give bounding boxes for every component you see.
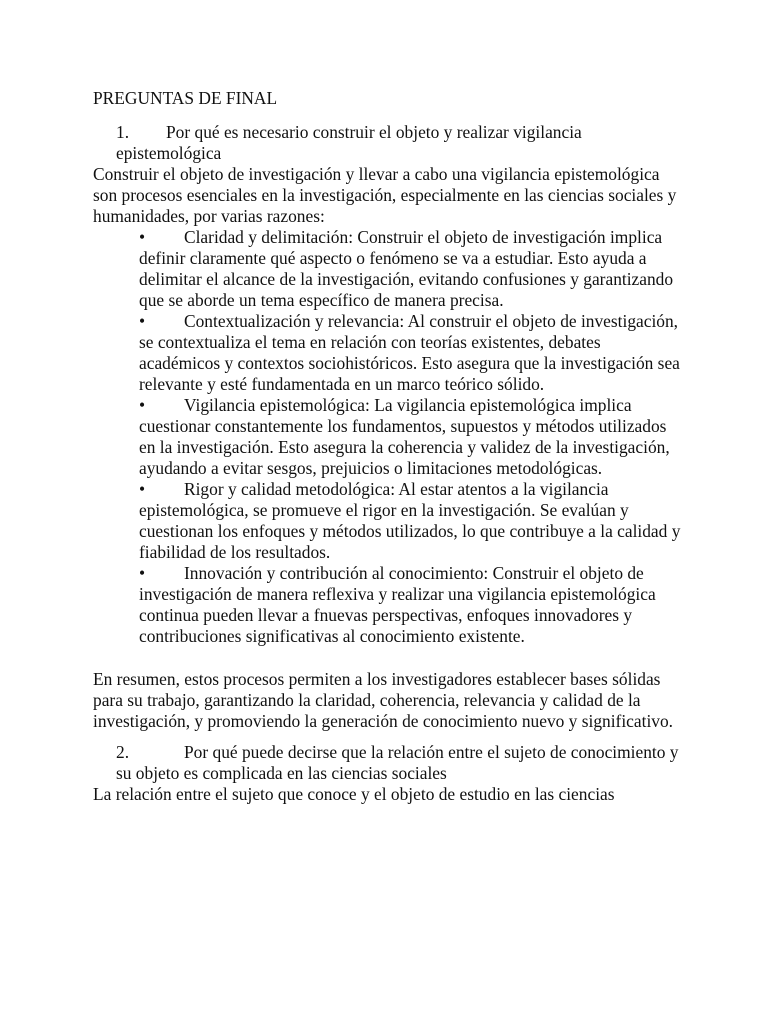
bullet-mark: •: [139, 227, 146, 247]
question-2-number: 2.: [116, 742, 130, 762]
spacer: [93, 732, 683, 742]
question-2-text: Por qué puede decirse que la relación entre el sujeto de conocimiento y su objeto es complicada en las ciencias sociales: [116, 742, 679, 783]
bullet-mark: •: [139, 311, 146, 331]
reason-item: [139, 563, 683, 647]
reason-item: [139, 479, 683, 563]
bullet-mark: •: [139, 395, 146, 415]
question-2-intro: La relación entre el sujeto que conoce y el objeto de estudio en las ciencias: [93, 784, 615, 804]
question-1-intro: Construir el objeto de investigación y llevar a cabo una vigilancia epistemológica son procesos esenciales en la investigación, especialmente en las ciencias sociales y humanidades, por varias razones:: [93, 164, 677, 226]
question-1-number: 1.: [116, 122, 130, 142]
bullet-mark: •: [139, 479, 146, 499]
question-1: [93, 122, 683, 164]
reason-text: Vigilancia epistemológica: La vigilancia epistemológica implica cuestionar constantemente los fundamentos, supuestos y métodos utilizados en la investigación. Esto asegura la coherencia y validez de la investigación, ayudando a evitar sesgos, prejuicios o limitaciones metodológicas.: [139, 395, 670, 478]
question-1-summary: En resumen, estos procesos permiten a los investigadores establecer bases sólidas para su trabajo, garantizando la claridad, coherencia, relevancia y calidad de la investigación, y promoviendo la generación de conocimiento nuevo y significativo.: [93, 669, 674, 731]
reason-text: Innovación y contribución al conocimiento: Construir el objeto de investigación de manera reflexiva y realizar una vigilancia epistemológica continua pueden llevar a fnuevas perspectivas, enfoques innovadores y contribuciones significativas al conocimiento existente.: [139, 563, 656, 646]
spacer: [93, 647, 683, 669]
question-1-text: Por qué es necesario construir el objeto y realizar vigilancia epistemológica: [116, 122, 582, 163]
reason-item: [139, 227, 683, 311]
document-page: [93, 88, 683, 805]
reason-text: Contextualización y relevancia: Al construir el objeto de investigación, se contextualiza el tema en relación con teorías existentes, debates académicos y contextos sociohistóricos. Esto asegura que la investigación sea relevante y esté fundamentada en un marco teórico sólido.: [139, 311, 680, 394]
bullet-mark: •: [139, 563, 146, 583]
question-2: [93, 742, 683, 784]
reasons-list: [93, 227, 683, 647]
reason-text: Claridad y delimitación: Construir el objeto de investigación implica definir claramente qué aspecto o fenómeno se va a estudiar. Esto ayuda a delimitar el alcance de la investigación, evitando confusiones y garantizando que se aborde un tema específico de manera precisa.: [139, 227, 674, 310]
reason-item: [139, 311, 683, 395]
reason-item: [139, 395, 683, 479]
document-title: PREGUNTAS DE FINAL: [93, 88, 278, 108]
reason-text: Rigor y calidad metodológica: Al estar atentos a la vigilancia epistemológica, se promueve el rigor en la investigación. Se evalúan y cuestionan los enfoques y métodos utilizados, lo que contribuye a la calidad y fiabilidad de los resultados.: [139, 479, 681, 562]
